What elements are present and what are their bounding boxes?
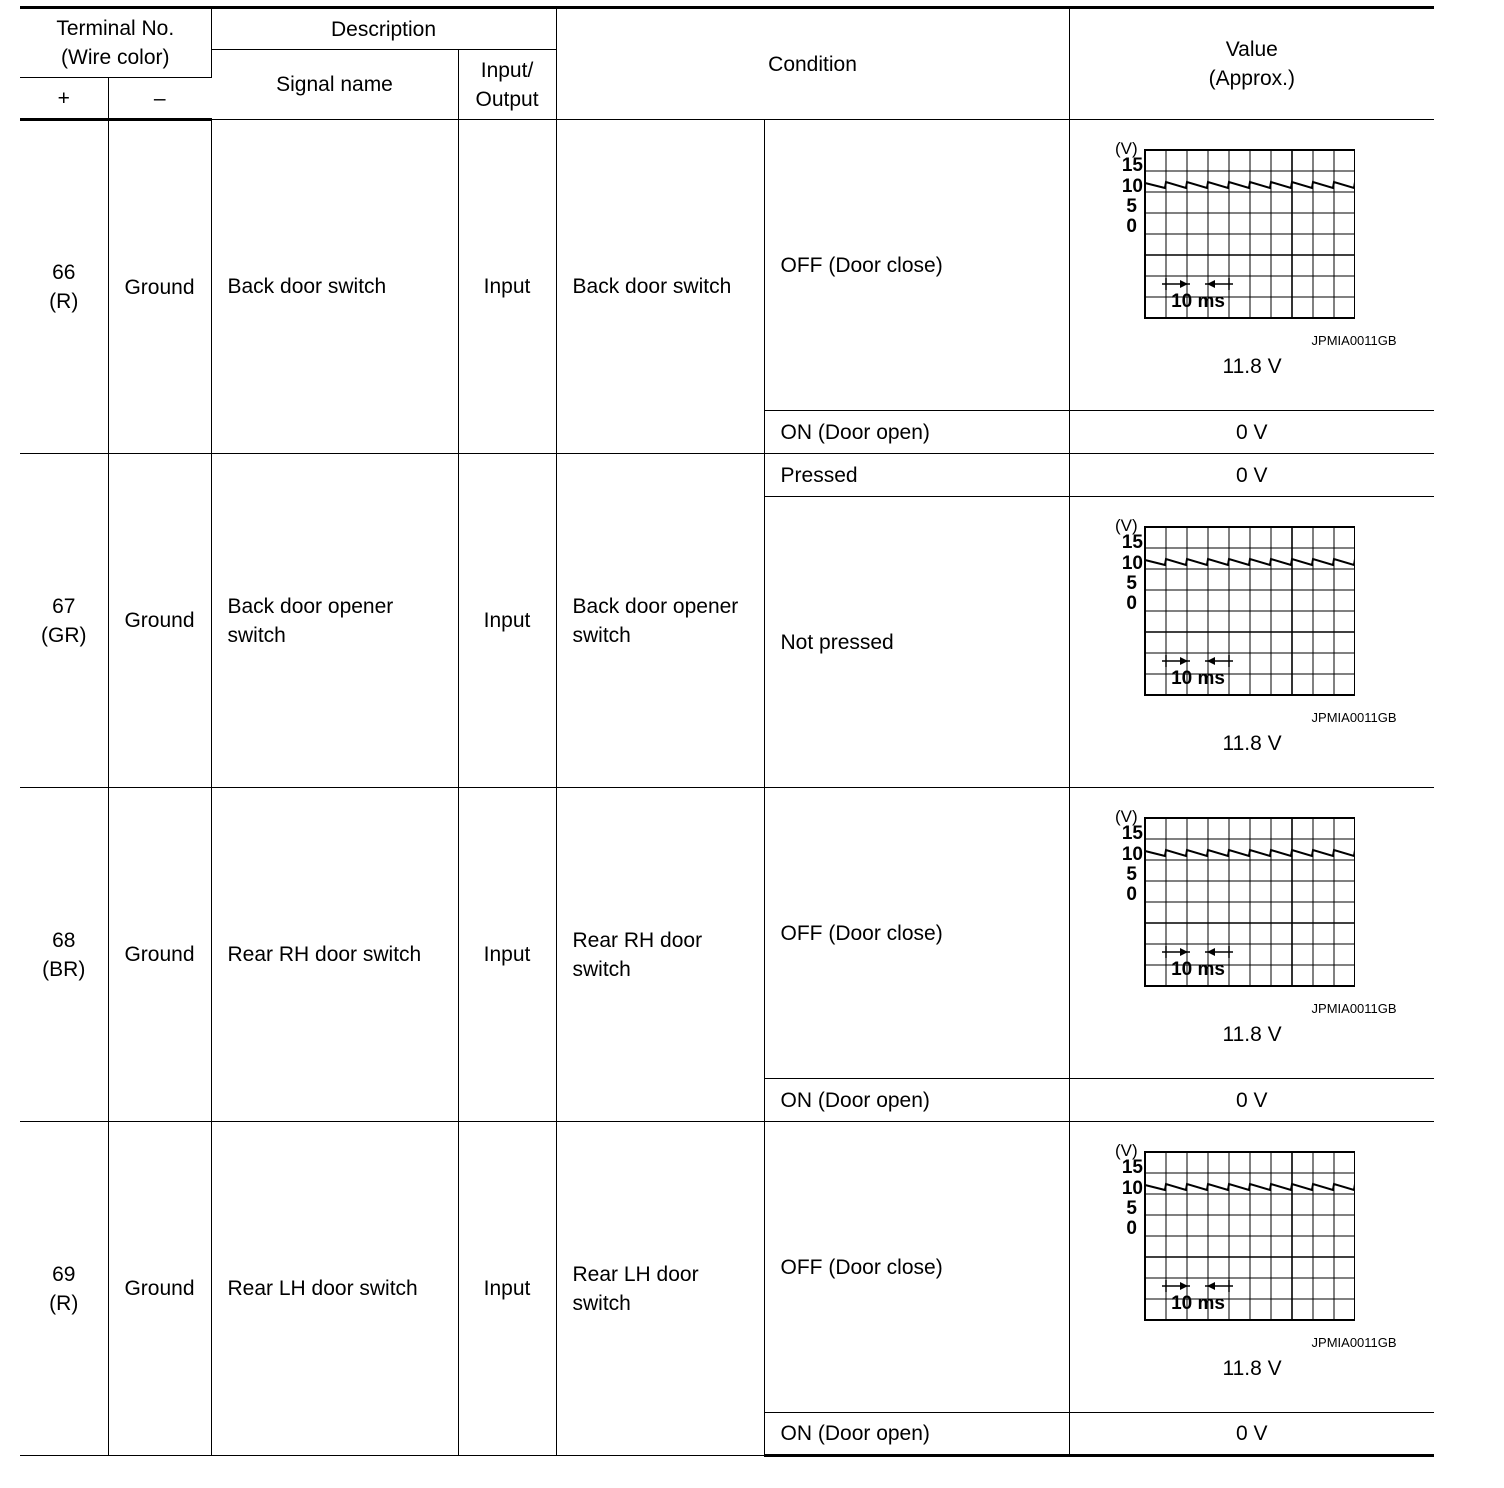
approx-label: (Approx.) — [1208, 67, 1295, 90]
waveform-y-tick: 15 — [1121, 155, 1143, 176]
terminal-cell — [20, 1122, 108, 1456]
io-cell: Input — [458, 454, 556, 788]
waveform-time-label: 10 ms — [1170, 291, 1225, 312]
value-cell — [1069, 120, 1434, 411]
input-label: Input/ — [480, 58, 534, 82]
terminal-number: 67 — [52, 594, 76, 618]
waveform-y-tick: 15 — [1121, 1157, 1143, 1178]
condition-name-cell: Rear RH door switch — [556, 788, 764, 1122]
signal-name-cell: Rear RH door switch — [211, 788, 458, 1122]
state-cell: OFF (Door close) — [764, 120, 1069, 411]
wire-color: (R) — [49, 1291, 79, 1315]
value-cell — [1069, 788, 1434, 1079]
ground-cell: Ground — [108, 788, 211, 1122]
state-cell: OFF (Door close) — [764, 788, 1069, 1079]
ground-cell: Ground — [108, 120, 211, 454]
waveform-time-label: 10 ms — [1170, 668, 1225, 689]
waveform-unit: (V) — [1114, 1142, 1138, 1160]
state-cell: ON (Door open) — [764, 411, 1069, 454]
waveform-unit: (V) — [1114, 808, 1138, 826]
value-text: 11.8 V — [1222, 732, 1282, 755]
value-text: 11.8 V — [1222, 1357, 1282, 1380]
signal-name-cell: Back door opener switch — [211, 454, 458, 788]
waveform-trace — [1145, 182, 1355, 188]
ground-cell: Ground — [108, 454, 211, 788]
waveform-trace — [1145, 850, 1355, 856]
wire-color: (BR) — [42, 957, 86, 981]
terminal-number: 69 — [52, 1262, 76, 1286]
state-cell: OFF (Door close) — [764, 1122, 1069, 1413]
waveform-graph — [1115, 808, 1355, 992]
io-cell: Input — [458, 120, 556, 454]
wire-color: (GR) — [41, 623, 87, 647]
terminal-number: 68 — [52, 928, 76, 952]
value-cell: 0 V — [1069, 411, 1434, 454]
image-code: JPMIA0011GB — [1311, 710, 1397, 725]
signal-name-cell: Rear LH door switch — [211, 1122, 458, 1456]
terminal-no-label: Terminal No. — [56, 17, 175, 40]
waveform-graph — [1115, 1142, 1355, 1326]
value-cell: 0 V — [1069, 1079, 1434, 1122]
value-text: 11.8 V — [1222, 355, 1282, 378]
waveform-time-label: 10 ms — [1170, 1293, 1225, 1314]
waveform-y-tick: 15 — [1121, 532, 1143, 553]
value-cell — [1069, 497, 1434, 788]
waveform-y-tick: 10 — [1121, 844, 1143, 865]
io-header — [458, 50, 556, 120]
waveform-y-tick: 15 — [1121, 823, 1143, 844]
waveform-y-tick: 10 — [1121, 553, 1143, 574]
description-header: Description — [211, 8, 556, 50]
minus-header: – — [108, 78, 211, 120]
waveform-unit: (V) — [1114, 517, 1138, 535]
state-cell: ON (Door open) — [764, 1079, 1069, 1122]
image-code: JPMIA0011GB — [1311, 1001, 1397, 1016]
waveform-unit: (V) — [1114, 140, 1138, 158]
condition-name-cell: Rear LH door switch — [556, 1122, 764, 1456]
condition-header: Condition — [556, 8, 1069, 120]
terminal-spec-table — [20, 6, 1434, 1457]
state-cell: ON (Door open) — [764, 1413, 1069, 1456]
state-cell: Pressed — [764, 454, 1069, 497]
signal-name-cell: Back door switch — [211, 120, 458, 454]
io-cell: Input — [458, 788, 556, 1122]
waveform-graph — [1115, 140, 1355, 324]
waveform-y-tick: 5 — [1125, 864, 1137, 885]
waveform-y-tick: 5 — [1125, 573, 1137, 594]
table-row — [20, 454, 1434, 497]
time-scale-marker — [1162, 655, 1233, 667]
time-scale-marker — [1162, 1280, 1233, 1292]
waveform-y-tick: 0 — [1125, 884, 1137, 905]
table-row — [20, 788, 1434, 1079]
waveform-y-tick: 0 — [1125, 1218, 1137, 1239]
terminal-number: 66 — [52, 261, 76, 284]
table-body — [20, 120, 1434, 1456]
waveform-y-tick: 10 — [1121, 1178, 1143, 1199]
ground-cell: Ground — [108, 1122, 211, 1456]
terminal-cell — [20, 788, 108, 1122]
waveform-trace — [1145, 1184, 1355, 1190]
waveform-y-tick: 0 — [1125, 216, 1137, 237]
time-scale-marker — [1162, 278, 1233, 290]
signal-name-header: Signal name — [211, 50, 458, 120]
waveform-y-tick: 10 — [1121, 176, 1143, 197]
state-cell: Not pressed — [764, 497, 1069, 788]
terminal-cell — [20, 454, 108, 788]
value-label: Value — [1225, 38, 1278, 61]
terminal-cell — [20, 120, 108, 454]
wire-color: (R) — [49, 290, 79, 313]
output-label: Output — [475, 87, 539, 111]
terminal-no-header — [20, 8, 211, 78]
time-scale-marker — [1162, 946, 1233, 958]
waveform-time-label: 10 ms — [1170, 959, 1225, 980]
image-code: JPMIA0011GB — [1311, 333, 1397, 348]
condition-name-cell: Back door opener switch — [556, 454, 764, 788]
waveform-y-tick: 0 — [1125, 593, 1137, 614]
value-cell: 0 V — [1069, 1413, 1434, 1456]
plus-header: + — [20, 78, 108, 120]
value-header — [1069, 8, 1434, 120]
waveform-graph — [1115, 517, 1355, 701]
wire-color-label: (Wire color) — [61, 46, 170, 69]
value-cell — [1069, 1122, 1434, 1413]
table-row — [20, 120, 1434, 411]
waveform-trace — [1145, 559, 1355, 565]
io-cell: Input — [458, 1122, 556, 1456]
value-cell: 0 V — [1069, 454, 1434, 497]
table-row — [20, 1122, 1434, 1413]
waveform-y-tick: 5 — [1125, 1198, 1137, 1219]
condition-name-cell: Back door switch — [556, 120, 764, 454]
waveform-y-tick: 5 — [1125, 196, 1137, 217]
image-code: JPMIA0011GB — [1311, 1335, 1397, 1350]
value-text: 11.8 V — [1222, 1023, 1282, 1046]
